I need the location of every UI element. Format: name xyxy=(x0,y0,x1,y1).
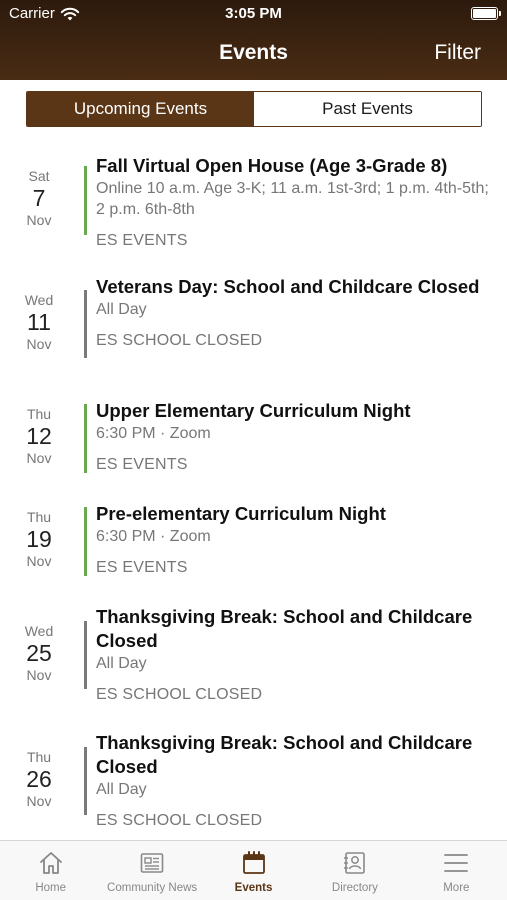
battery-icon xyxy=(471,7,498,20)
event-detail: 6:30 PM · Zoom xyxy=(96,528,211,545)
tab-label: Directory xyxy=(331,882,378,894)
event-date xyxy=(0,406,78,466)
event-category: ES EVENTS xyxy=(96,232,188,249)
event-category-bar xyxy=(84,404,87,473)
event-category-bar xyxy=(84,621,87,689)
event-detail: All Day xyxy=(96,781,147,798)
app-header xyxy=(0,0,507,80)
event-month: Nov xyxy=(26,667,52,683)
event-day: 25 xyxy=(26,640,52,666)
event-item[interactable] xyxy=(0,606,507,721)
event-month: Nov xyxy=(26,336,52,352)
event-title: Thanksgiving Break: School and Childcare Closed xyxy=(96,732,473,777)
event-item[interactable] xyxy=(0,732,507,837)
event-category: ES EVENTS xyxy=(96,456,188,473)
event-title: Pre-elementary Curriculum Night xyxy=(96,503,386,524)
tab-home[interactable] xyxy=(0,841,101,900)
segment-upcoming-events[interactable]: Upcoming Events xyxy=(27,92,254,126)
event-date xyxy=(0,623,78,683)
event-date xyxy=(0,509,78,569)
event-month: Nov xyxy=(26,793,52,809)
event-weekday: Sat xyxy=(28,168,50,184)
event-detail: 6:30 PM · Zoom xyxy=(96,425,211,442)
event-content xyxy=(96,399,500,475)
carrier-label: Carrier xyxy=(9,5,55,22)
event-category-bar xyxy=(84,166,87,235)
segment-past-events[interactable]: Past Events xyxy=(254,92,481,126)
event-weekday: Thu xyxy=(26,509,52,525)
page-title: Events xyxy=(219,41,288,64)
event-category: ES SCHOOL CLOSED xyxy=(96,332,263,349)
event-title: Veterans Day: School and Childcare Closed xyxy=(96,276,480,297)
event-day: 19 xyxy=(26,526,52,552)
directory-icon xyxy=(342,850,368,876)
event-detail: Online 10 a.m. Age 3-K; 11 a.m. 1st-3rd; 1 p.m. 4th-5th; 2 p.m. 6th-8th xyxy=(96,180,489,218)
tab-bar xyxy=(0,840,507,900)
event-weekday: Thu xyxy=(26,406,52,422)
event-item[interactable] xyxy=(0,400,507,488)
event-weekday: Thu xyxy=(26,749,52,765)
event-content xyxy=(96,731,500,831)
event-detail: All Day xyxy=(96,301,147,318)
tab-events[interactable] xyxy=(203,841,304,900)
event-category: ES SCHOOL CLOSED xyxy=(96,812,263,829)
tab-label: Home xyxy=(35,882,67,894)
event-day: 7 xyxy=(32,185,46,211)
event-weekday: Wed xyxy=(24,292,54,308)
filter-button[interactable]: Filter xyxy=(434,41,481,64)
event-category: ES EVENTS xyxy=(96,559,188,576)
event-category-bar xyxy=(84,507,87,576)
event-weekday: Wed xyxy=(24,623,54,639)
tab-label: Events xyxy=(234,882,273,894)
event-category-bar xyxy=(84,290,87,358)
event-month: Nov xyxy=(26,212,52,228)
tab-directory[interactable] xyxy=(304,841,405,900)
event-content xyxy=(96,275,500,351)
newspaper-icon xyxy=(139,850,165,876)
menu-icon xyxy=(443,850,469,876)
event-day: 11 xyxy=(27,309,51,335)
event-item[interactable] xyxy=(0,503,507,591)
event-date xyxy=(0,749,78,809)
event-title: Fall Virtual Open House (Age 3-Grade 8) xyxy=(96,155,448,176)
event-category-bar xyxy=(84,747,87,815)
calendar-icon xyxy=(241,850,267,876)
events-segmented-control xyxy=(26,91,482,127)
event-title: Thanksgiving Break: School and Childcare Closed xyxy=(96,606,473,651)
event-month: Nov xyxy=(26,553,52,569)
home-icon xyxy=(38,850,64,876)
event-category: ES SCHOOL CLOSED xyxy=(96,686,263,703)
status-bar xyxy=(0,0,507,28)
event-date xyxy=(0,168,78,228)
event-detail: All Day xyxy=(96,655,147,672)
tab-label: Community News xyxy=(107,882,198,894)
event-content xyxy=(96,502,500,578)
event-day: 12 xyxy=(26,423,52,449)
event-day: 26 xyxy=(26,766,52,792)
event-month: Nov xyxy=(26,450,52,466)
tab-community-news[interactable] xyxy=(101,841,202,900)
event-item[interactable] xyxy=(0,155,507,262)
event-item[interactable] xyxy=(0,276,507,390)
event-content xyxy=(96,154,500,251)
event-content xyxy=(96,605,500,705)
tab-more[interactable] xyxy=(406,841,507,900)
status-time: 3:05 PM xyxy=(225,5,282,22)
event-title: Upper Elementary Curriculum Night xyxy=(96,400,411,421)
event-date xyxy=(0,292,78,352)
tab-label: More xyxy=(443,882,470,894)
